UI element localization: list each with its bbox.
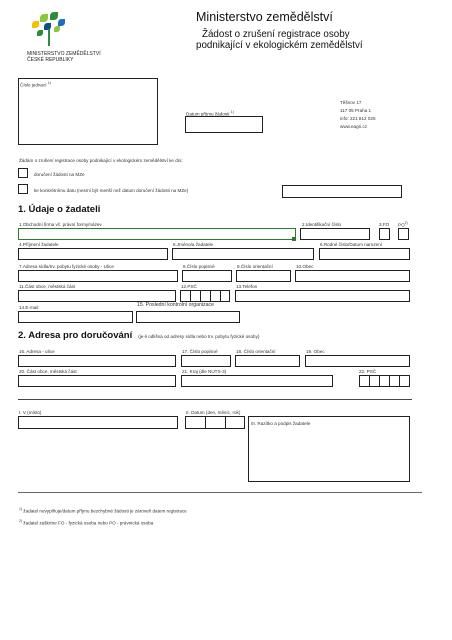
- phone-field[interactable]: [235, 290, 410, 302]
- option-specific-date-label: ke konkrétnímu datu (nesmí být menší než datum doručení žádosti na MZe): [34, 188, 189, 193]
- request-intro: Žádám o zrušení registrace osoby podnikající v ekologickém zemědělství ke dni:: [19, 158, 183, 163]
- ministry-title: Ministerstvo zemědělství: [196, 10, 333, 24]
- ministry-address-web: www.eagri.cz: [340, 124, 368, 129]
- po-checkbox[interactable]: [398, 228, 409, 240]
- delivery-region-field[interactable]: [181, 375, 333, 387]
- first-name-label: 5.Jméno/a žadatele: [173, 242, 214, 247]
- email-field[interactable]: [18, 311, 133, 323]
- delivery-municipality-field[interactable]: [305, 355, 410, 367]
- company-name-label: 1.Obchodní firma vč. právní formy/název: [19, 222, 102, 227]
- municipality-label: 10.Obec: [296, 264, 314, 269]
- first-name-field[interactable]: [172, 248, 314, 260]
- delivery-street-field[interactable]: [18, 355, 176, 367]
- po-label: PO$^{2)}$: [398, 221, 408, 228]
- delivery-region-label: 21. Kraj (dle NUTS-3): [182, 369, 227, 374]
- street-field[interactable]: [18, 270, 178, 282]
- specific-date-field[interactable]: [282, 185, 402, 198]
- delivery-municipality-label: 19. Obec: [306, 349, 325, 354]
- option-delivery-checkbox[interactable]: [18, 168, 28, 178]
- ministry-logo: [28, 12, 70, 48]
- section2-title: 2. Adresa pro doručování (je-li odlišná od adresy sídla nebo trv. pobytu fyzické osoby): [18, 330, 260, 341]
- municipality-field[interactable]: [295, 270, 410, 282]
- company-name-field[interactable]: [18, 228, 296, 240]
- form-title-line1: Žádost o zrušení registrace osoby: [202, 29, 350, 40]
- ico-field[interactable]: [300, 228, 370, 240]
- email-label: 14.E-mail: [19, 305, 39, 310]
- field-focus-marker: [292, 237, 296, 241]
- street-label: 7.Adresa sídla/trv. pobytu fyzické osoby - Ulice: [19, 264, 114, 269]
- footnote-1: $^{1)}$ žadatel nevyplňuje/datum příjmu bezchybné žádosti je zároveň datem registrace: [19, 507, 187, 514]
- form-title-line2: podnikající v ekologickém zemědělství: [196, 40, 363, 51]
- birth-number-label: 6.Rodné číslo/Datum narození: [320, 242, 383, 247]
- orientation-number-label: 9.Číslo orientační: [237, 264, 273, 269]
- birth-number-field[interactable]: [319, 248, 410, 260]
- delivery-postal-code-label: 22. PSČ: [359, 369, 377, 374]
- section-divider: [18, 399, 412, 400]
- delivery-house-number-field[interactable]: [181, 355, 231, 367]
- ministry-address-street: Těšnov 17: [340, 100, 362, 105]
- option-specific-date-checkbox[interactable]: [18, 184, 28, 194]
- postal-code-label: 12.PSČ: [181, 284, 197, 289]
- ministry-address-city: 117 05 Praha 1: [340, 108, 372, 113]
- delivery-postal-code-field[interactable]: [359, 375, 410, 387]
- date-label: II. Datum (den, měsíc, rok): [186, 410, 241, 415]
- option-delivery-label: doručení žádosti na MZe: [34, 172, 85, 177]
- district-label: 11.Část obce, městská část: [19, 284, 76, 289]
- case-number-box[interactable]: [18, 78, 158, 145]
- surname-label: 4.Příjmení žadatele: [19, 242, 59, 247]
- case-number-label: Číslo jednací $^{1)}$: [20, 81, 51, 88]
- last-inspection-org-field[interactable]: [136, 311, 240, 323]
- fo-label: 3.FO: [379, 222, 390, 227]
- delivery-district-field[interactable]: [18, 375, 176, 387]
- footnote-2: $^{2)}$ žadatel zaškrtne FO - fyzická osoba nebo PO - právnická osoba: [19, 519, 154, 526]
- house-number-field[interactable]: [182, 270, 232, 282]
- district-field[interactable]: [18, 290, 176, 302]
- section1-title: 1. Údaje o žadateli: [18, 204, 101, 215]
- fo-checkbox[interactable]: [379, 228, 390, 240]
- logo-text-line2: ČESKÉ REPUBLIKY: [27, 57, 74, 63]
- receipt-date-field[interactable]: [185, 116, 263, 133]
- postal-code-field[interactable]: [180, 290, 230, 302]
- stamp-signature-label: III. Razítko a podpis žadatele: [251, 421, 311, 426]
- ico-label: 2.Identifikační číslo: [302, 222, 342, 227]
- phone-label: 13.Telefon: [236, 284, 258, 289]
- place-field[interactable]: [18, 416, 178, 429]
- surname-field[interactable]: [18, 248, 168, 260]
- delivery-orientation-number-label: 18. Číslo orientační: [236, 349, 276, 354]
- delivery-street-label: 16. Adresa - ulice: [19, 349, 55, 354]
- delivery-district-label: 20. Část obce, městská část: [19, 369, 77, 374]
- delivery-house-number-label: 17. Číslo popisné: [182, 349, 218, 354]
- house-number-label: 8.Číslo popisné: [183, 264, 215, 269]
- delivery-orientation-number-field[interactable]: [235, 355, 300, 367]
- section2-hint: (je-li odlišná od adresy sídla nebo trv. pobytu fyzické osoby): [138, 334, 260, 339]
- orientation-number-field[interactable]: [236, 270, 291, 282]
- last-inspection-org-label: 15. Poslední kontrolní organizace: [137, 302, 214, 308]
- date-field[interactable]: [185, 416, 245, 429]
- place-label: I. V (místo): [19, 410, 42, 415]
- receipt-date-label: Datum příjmu žádosti $^{1)}$: [186, 110, 234, 117]
- ministry-address-phone: info: 221 812 025: [340, 116, 376, 121]
- footer-divider: [18, 492, 422, 493]
- logo-text-line1: MINISTERSTVO ZEMĚDĚLSTVÍ: [27, 51, 101, 57]
